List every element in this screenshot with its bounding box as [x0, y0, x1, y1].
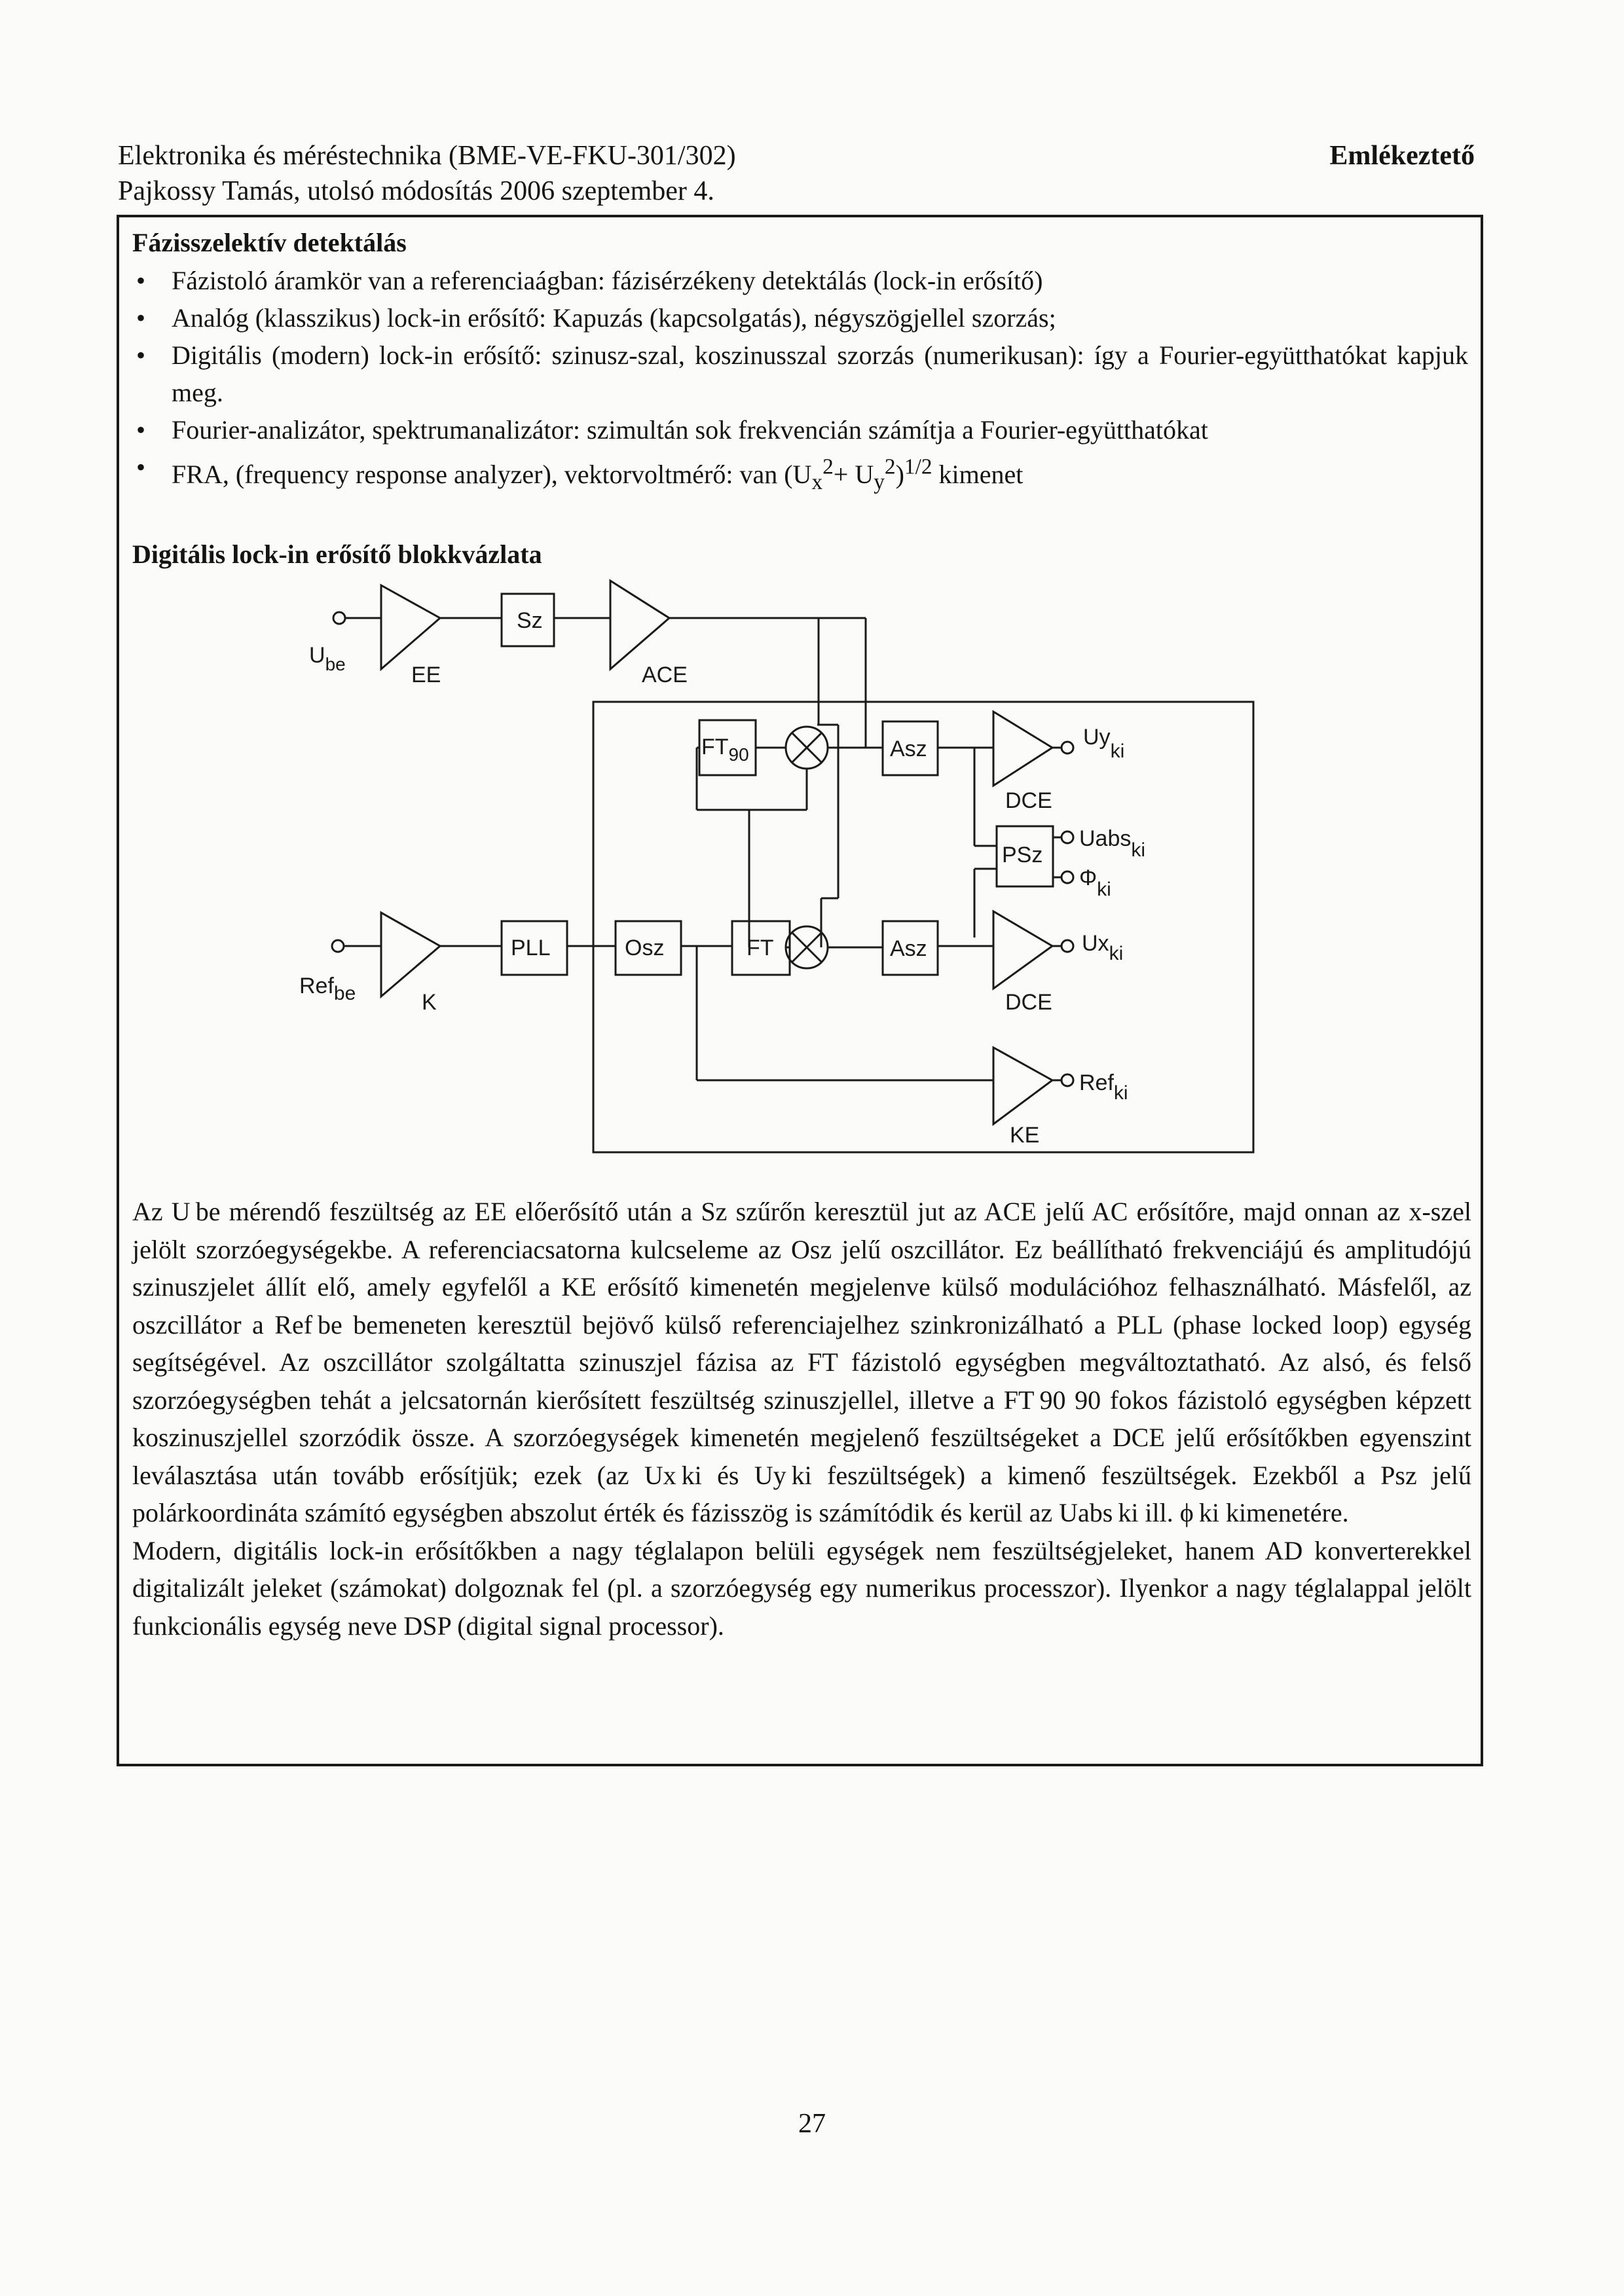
uabs-output-label: Uabski [1079, 826, 1146, 861]
bullet-text-fra: FRA, (frequency response analyzer), vektorvoltmérő: van $(U_x^2+ U_y^2)^{1/2}$ kimenet [172, 455, 1024, 495]
bullet-icon: • [136, 266, 146, 295]
ux-output-label: Uxki [1082, 931, 1124, 964]
bullet-text: Fázistoló áramkör van a referenciaágban: fázisérzékeny detektálás (lock-in erősítő) [172, 266, 1043, 295]
lower-multiplier [786, 926, 828, 968]
paragraph: Modern, digitális lock-in erősítőkben a nagy téglalapon belüli egységek nem feszültségjeleket, hanem AD konverterekkel digitalizált jeleket (számokat) dolgoznak fel (pl. a szorzóegység egy numerikus processzor). Ilyenkor a nagy téglalappal jelölt funkcionális egység neve DSP (digital signal processor). [132, 1535, 1471, 1641]
header-author-date: Pajkossy Tamás, utolsó módosítás 2006 szeptember 4. [118, 176, 714, 206]
header-document-type: Emlékeztető [1329, 141, 1475, 171]
upper-dce-label: DCE [1005, 788, 1052, 813]
bullet-text: Fourier-analizátor, spektrumanalizátor: szimultán sok frekvencián számítja a Fourier-együtthatókat [172, 415, 1208, 445]
bullet-icon: • [136, 303, 146, 333]
upper-multiplier [786, 727, 828, 769]
osz-oscillator-box [616, 921, 681, 975]
list-item [132, 262, 1468, 299]
upper-dce-amplifier [993, 712, 1052, 786]
pll-label: PLL [511, 936, 551, 960]
upper-asz-label: Asz [890, 737, 927, 761]
ke-label: KE [1010, 1123, 1040, 1148]
header-course-title: Elektronika és méréstechnika (BME-VE-FKU-301/302) [118, 141, 736, 171]
ee-label: EE [411, 663, 441, 687]
ee-amplifier [381, 585, 440, 669]
dsp-region-box [593, 702, 1253, 1152]
lower-dce-label: DCE [1005, 990, 1052, 1015]
sz-filter-box [502, 594, 554, 646]
bullet-list [132, 262, 1468, 501]
ke-amplifier [993, 1048, 1052, 1124]
refbe-label: Refbe [299, 974, 356, 1004]
ft-label: FT [747, 936, 774, 960]
ft90-label: $FT_{90}$ [701, 735, 749, 765]
section-title-phase-selective: Fázisszelektív detektálás [132, 228, 407, 257]
sz-label: Sz [517, 608, 543, 633]
psz-polar-box [997, 826, 1053, 886]
bullet-icon: • [136, 340, 146, 370]
uabs-output-terminal [1061, 831, 1073, 843]
k-label: K [422, 990, 437, 1015]
lower-asz-label: Asz [890, 936, 927, 961]
ace-label: ACE [642, 663, 688, 687]
page-number: 27 [798, 2109, 826, 2139]
bullet-text: Analóg (klasszikus) lock-in erősítő: Kapuzás (kapcsolgatás), négyszögjellel szorzás; [172, 303, 1056, 333]
ube-label: $U_{be}$ [309, 643, 346, 674]
refki-output-terminal [1061, 1074, 1073, 1086]
upper-asz-box [883, 721, 938, 775]
list-item [132, 299, 1468, 337]
bullet-icon: • [136, 452, 146, 482]
phi-output-label: Φki [1079, 866, 1111, 900]
ft90-phase-shifter-box [699, 720, 756, 775]
ube-input-terminal [333, 612, 345, 624]
refki-output-label: Refki [1079, 1070, 1128, 1104]
phi-output-terminal [1061, 871, 1073, 883]
lower-asz-box [883, 921, 938, 975]
psz-label: PSz [1002, 843, 1043, 867]
osz-label: Osz [625, 936, 665, 960]
uy-output-terminal [1061, 742, 1073, 754]
content-frame [117, 215, 1483, 1766]
description-text [132, 1193, 1471, 1645]
refbe-input-terminal [332, 940, 344, 952]
lower-dce-amplifier [993, 911, 1052, 989]
uy-output-label: Uyki [1083, 725, 1125, 762]
list-item [132, 337, 1468, 411]
k-amplifier [381, 913, 440, 996]
bullet-icon: • [136, 415, 146, 445]
list-item [132, 448, 1468, 501]
paragraph: Az U be mérendő feszültség az EE előerősítő után a Sz szűrőn keresztül jut az ACE jelű AC erősítőre, majd onnan az x-szel jelölt szorzóegységekbe. A referenciacsatorna kulcseleme az Osz jelű oszcillátor. Ez beállítható frekvenciájú és amplitudójú szinuszjelet állít elő, amely egyfelől a KE erősítő kimenetén megjelenve külső modulációhoz felhasználható. Másfelől, az oszcillátor a Ref be bemeneten keresztül bejövő külső referenciajelhez szinkronizálható a PLL (phase locked loop) egység segítségével. Az oszcillátor szolgáltatta szinuszjel fázisa az FT fázistoló egységben megváltoztatható. Az alsó, és felső szorzóegységben tehát a jelcsatornán kierősített feszültség szinuszjellel, illetve a FT 90 90 fokos fázistoló egységben képzett koszinuszjellel szorzódik össze. A szorzóegységek kimenetén megjelenő feszültségeket a DCE jelű erősítőkben egyenszint leválasztása után tovább erősítjük; ezek (az Ux ki és Uy ki feszültségek) a kimenő feszültségek. Ezekből a Psz jelű polárkoordináta számító egységben abszolut érték és fázisszög is számítódik és kerül az Uabs ki ill. ϕ ki kimenetére. [132, 1197, 1471, 1527]
section-title-block-diagram: Digitális lock-in erősítő blokkvázlata [132, 539, 542, 569]
ft-phase-shifter-box [732, 921, 790, 975]
ace-amplifier [610, 581, 669, 669]
ux-output-terminal [1061, 940, 1073, 952]
pll-box [502, 921, 567, 975]
list-item [132, 411, 1468, 448]
bullet-text: Digitális (modern) lock-in erősítő: szinusz-szal, koszinusszal szorzás (numerikusan): így a Fourier-együtthatókat kapjuk meg. [172, 340, 1468, 407]
